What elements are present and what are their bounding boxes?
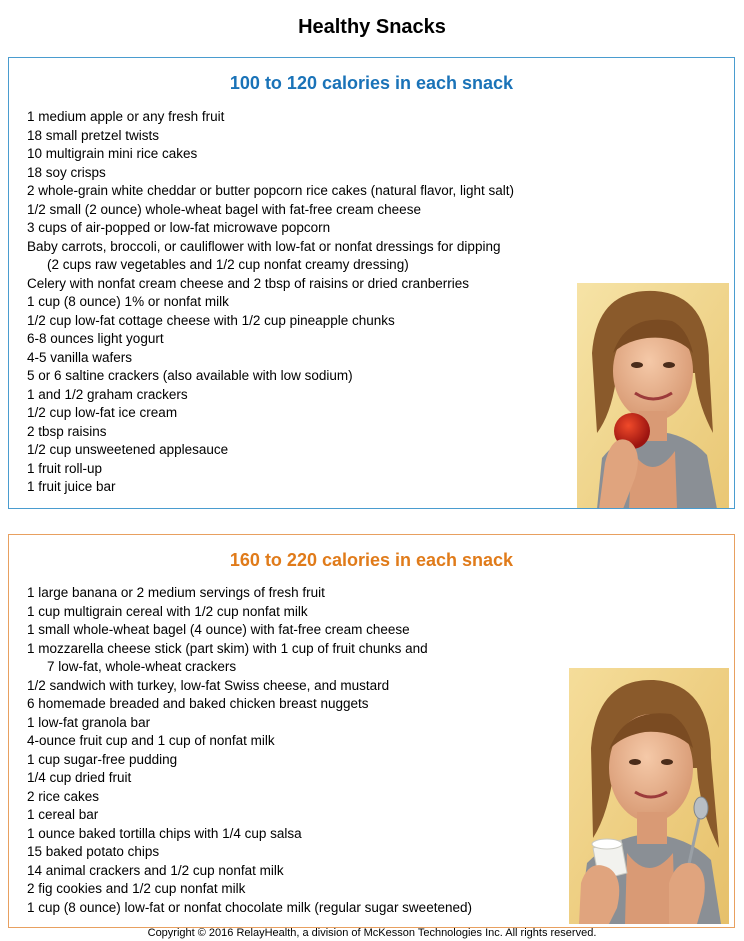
section-heading: 160 to 220 calories in each snack [229, 550, 514, 570]
list-item: 2 fig cookies and 1/2 cup nonfat milk [27, 881, 246, 896]
list-item: 1 cup multigrain cereal with 1/2 cup nonfat milk [27, 603, 308, 619]
list-item: 1 cup sugar-free pudding [27, 751, 178, 767]
list-item: 1 large banana or 2 medium servings of fresh fruit [27, 585, 325, 600]
list-item: 1 low-fat granola bar [27, 714, 151, 730]
list-item: 1/2 sandwich with turkey, low-fat Swiss cheese, and mustard [27, 677, 390, 693]
list-item: 1 fruit roll-up [27, 460, 103, 476]
list-item: 6 homemade breaded and baked chicken breast nuggets [27, 696, 369, 711]
list-item: 1 cup (8 ounce) low-fat or nonfat chocolate milk (regular sugar sweetened) [27, 899, 472, 915]
woman-with-apple-illustration [577, 283, 729, 509]
list-item: 6-8 ounces light yogurt [27, 331, 164, 346]
page-title: Healthy Snacks [298, 16, 446, 38]
list-item: 1 fruit juice bar [27, 479, 116, 494]
list-item: 1/2 cup low-fat ice cream [27, 405, 178, 420]
list-item: 1/2 cup unsweetened applesauce [27, 442, 229, 457]
list-item: 2 rice cakes [27, 788, 100, 804]
list-item: 1/4 cup dried fruit [27, 770, 132, 785]
list-item: 10 multigrain mini rice cakes [27, 146, 198, 161]
copyright-notice: Copyright © 2016 RelayHealth, a division of McKesson Technologies Inc. All rights reserved. [147, 927, 597, 939]
list-item: 3 cups of air-popped or low-fat microwave popcorn [27, 220, 331, 235]
list-item: Celery with nonfat cream cheese and 2 tbsp of raisins or dried cranberries [27, 275, 469, 291]
list-item: 1 small whole-wheat bagel (4 ounce) with fat-free cream cheese [27, 622, 410, 637]
list-item-text: Baby carrots, broccoli, or cauliflower with low-fat or nonfat dressings for dipping [27, 238, 501, 254]
section-heading: 100 to 120 calories in each snack [229, 73, 514, 93]
list-item: 5 or 6 saltine crackers (also available with low sodium) [27, 368, 353, 383]
list-item: 1/2 small (2 ounce) whole-wheat bagel with fat-free cream cheese [27, 201, 421, 217]
list-item: 2 tbsp raisins [27, 423, 107, 439]
photo-woman-eating-apple [577, 283, 729, 509]
list-item: 4-5 vanilla wafers [27, 349, 133, 365]
list-item: 1 ounce baked tortilla chips with 1/4 cup salsa [27, 825, 302, 841]
woman-with-yogurt-illustration [569, 668, 729, 924]
snack-list [27, 584, 472, 917]
list-item-continuation: (2 cups raw vegetables and 1/2 cup nonfat creamy dressing) [47, 257, 409, 272]
photo-woman-with-yogurt [569, 668, 729, 924]
list-item: 1 and 1/2 graham crackers [27, 386, 188, 402]
list-item: 18 soy crisps [27, 164, 106, 180]
list-item: 1 cup (8 ounce) 1% or nonfat milk [27, 294, 229, 309]
list-item: 1 medium apple or any fresh fruit [27, 109, 225, 124]
list-item: 4-ounce fruit cup and 1 cup of nonfat milk [27, 733, 275, 748]
list-item-text: 1 mozzarella cheese stick (part skim) with 1 cup of fruit chunks and [27, 640, 428, 656]
list-item [27, 640, 472, 677]
list-item: 1/2 cup low-fat cottage cheese with 1/2 cup pineapple chunks [27, 312, 395, 328]
snack-list [27, 108, 514, 497]
list-item [27, 238, 514, 275]
section-160-220-calories [8, 534, 735, 928]
section-100-120-calories [8, 57, 735, 509]
list-item: 18 small pretzel twists [27, 127, 160, 143]
list-item: 1 cereal bar [27, 807, 99, 822]
list-item: 2 whole-grain white cheddar or butter popcorn rice cakes (natural flavor, light salt) [27, 183, 514, 198]
list-item: 14 animal crackers and 1/2 cup nonfat milk [27, 862, 284, 878]
list-item: 15 baked potato chips [27, 844, 160, 859]
list-item-continuation: 7 low-fat, whole-wheat crackers [47, 659, 237, 674]
